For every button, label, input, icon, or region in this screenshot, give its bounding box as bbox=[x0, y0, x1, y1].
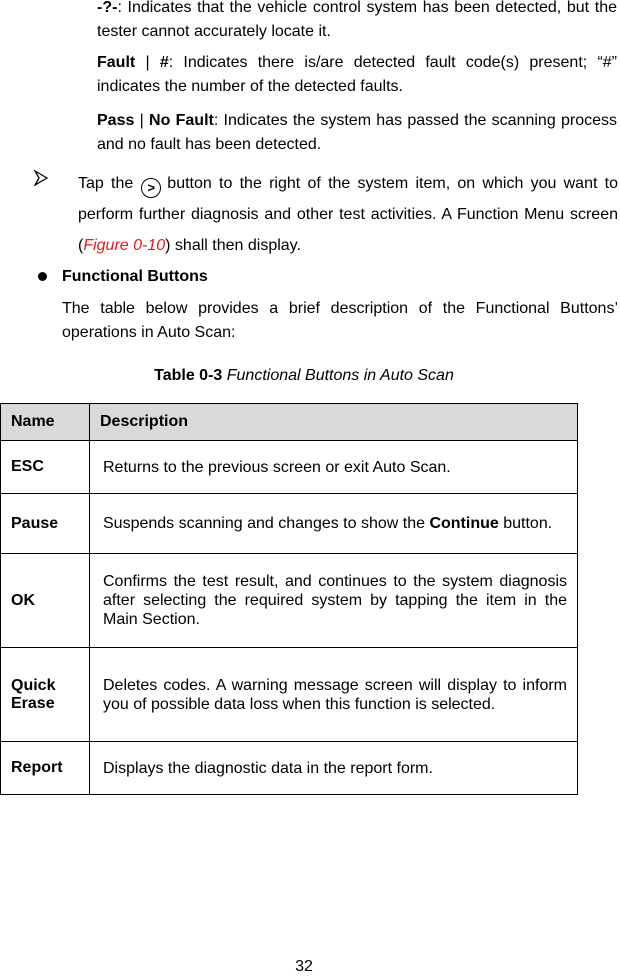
bullet-dot-icon bbox=[38, 272, 47, 281]
status-item-pass: Pass | No Fault: Indicates the system has passed the scanning process and no fault has been detected. bbox=[97, 112, 618, 153]
row-description: Returns to the previous screen or exit Auto Scan. bbox=[90, 441, 578, 494]
header-name: Name bbox=[1, 404, 90, 441]
row-name: Report bbox=[1, 742, 90, 795]
row-description: Suspends scanning and changes to show the Continue button. bbox=[90, 494, 578, 554]
header-description: Description bbox=[90, 404, 578, 441]
status-item-fault: Fault | #: Indicates there is/are detected fault code(s) present; “#” indicates the number of the detected faults. bbox=[97, 54, 618, 95]
table-header-row bbox=[1, 404, 578, 441]
table-row bbox=[1, 742, 578, 795]
page-number: 32 bbox=[295, 958, 313, 975]
row-description: Deletes codes. A warning message screen will display to inform you of possible data loss when this function is selected. bbox=[90, 648, 578, 742]
status-item-unlocated: -?-: Indicates that the vehicle control system has been detected, but the tester cannot accurately locate it. bbox=[97, 0, 617, 40]
figure-reference-link[interactable]: Figure 0-10 bbox=[83, 237, 166, 254]
row-name: ESC bbox=[1, 441, 90, 494]
table-row bbox=[1, 648, 578, 742]
tap-instruction: Tap the > button to the right of the system item, on which you want to perform further diagnosis and other test activities. A Function Menu screen (Figure 0-10) shall then display. bbox=[78, 175, 619, 254]
table-row bbox=[1, 441, 578, 494]
functional-buttons-table bbox=[0, 403, 578, 795]
arrow-bullet-icon bbox=[34, 170, 48, 186]
section-heading: Functional Buttons bbox=[62, 268, 208, 285]
row-description: Displays the diagnostic data in the report form. bbox=[90, 742, 578, 795]
row-name: Pause bbox=[1, 494, 90, 554]
table-caption: Table 0-3 Functional Buttons in Auto Scan bbox=[154, 367, 454, 384]
table-row bbox=[1, 494, 578, 554]
row-name: Quick Erase bbox=[1, 648, 90, 742]
row-description: Confirms the test result, and continues to the system diagnosis after selecting the required system by tapping the item in the Main Section. bbox=[90, 554, 578, 648]
table-row bbox=[1, 554, 578, 648]
next-button-icon: > bbox=[141, 178, 161, 198]
row-name: OK bbox=[1, 554, 90, 648]
section-intro: The table below provides a brief description of the Functional Buttons’ operations in Auto Scan: bbox=[62, 300, 618, 341]
